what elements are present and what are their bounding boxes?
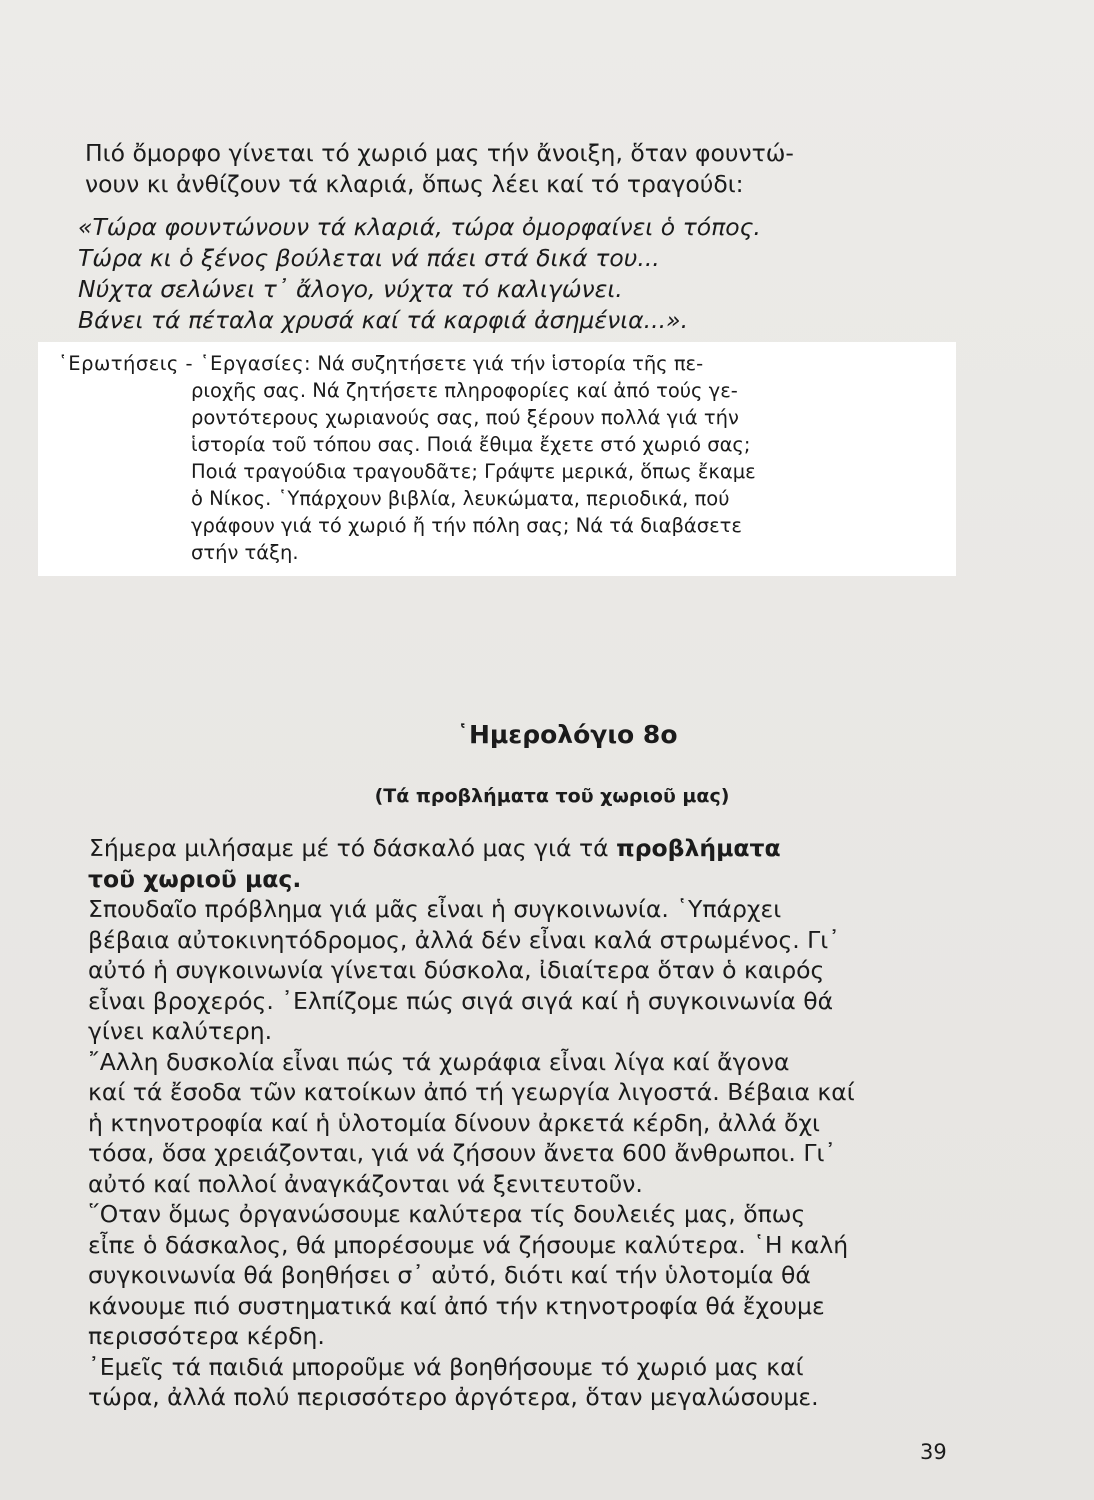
body-line-start: Σήμερα μιλήσαμε μέ τό δάσκαλό μας γιά τά [89, 834, 617, 862]
questions-line: ροντότερους χωριανούς σας, πού ξέρουν πολλά γιά τήν [191, 406, 739, 429]
questions-label: ῾Ερωτήσεις - ῾Εργασίες: [58, 352, 312, 375]
body-line: τόσα, ὅσα χρειάζονται, γιά νά ζήσουν ἄνετα 600 ἄνθρωποι. Γι᾽ [88, 1139, 837, 1167]
questions-line: ἱστορία τοῦ τόπου σας. Ποιά ἔθιμα ἔχετε στό χωριό σας; [191, 433, 751, 456]
body-line: περισσότερα κέρδη. [88, 1322, 325, 1350]
questions-line: ὁ Νίκος. ῾Υπάρχουν βιβλία, λευκώματα, περιοδικά, πού [191, 487, 730, 510]
body-line: Σπουδαῖο πρόβλημα γιά μᾶς εἶναι ἡ συγκοινωνία. ῾Υπάρχει [88, 895, 782, 923]
questions-text [58, 350, 938, 566]
diary-heading: ῾Ημερολόγιο 8ο [456, 720, 678, 749]
body-line: ῎Αλλη δυσκολία εἶναι πώς τά χωράφια εἶναι λίγα καί ἄγονα [88, 1047, 790, 1076]
diary-subheading: (Τά προβλήματα τοῦ χωριοῦ μας) [374, 785, 730, 807]
intro-line: νουν κι ἀνθίζουν τά κλαριά, ὅπως λέει καί τό τραγούδι: [85, 170, 744, 198]
body-line: εἶναι βροχερός. ᾽Ελπίζομε πώς σιγά σιγά καί ἡ συγκοινωνία θά [88, 986, 834, 1015]
body-line: αὐτό ἡ συγκοινωνία γίνεται δύσκολα, ἰδιαίτερα ὅταν ὁ καιρός [88, 956, 825, 984]
body-line: ἡ κτηνοτροφία καί ἡ ὑλοτομία δίνουν ἀρκετά κέρδη, ἀλλά ὄχι [88, 1108, 820, 1137]
questions-line: στήν τάξη. [191, 541, 299, 564]
song-quote [78, 212, 938, 336]
body-line: αὐτό καί πολλοί ἀναγκάζονται νά ξενιτευτοῦν. [88, 1169, 643, 1198]
intro-line: Πιό ὄμορφο γίνεται τό χωριό μας τήν ἄνοιξη, ὅταν φουντώ- [85, 139, 794, 167]
page-number: 39 [920, 1440, 947, 1464]
body-line: ᾽Εμεῖς τά παιδιά μποροῦμε νά βοηθήσουμε τό χωριό μας καί [88, 1352, 804, 1381]
body-line: κάνουμε πιό συστηματικά καί ἀπό τήν κτηνοτροφία θά ἔχουμε [88, 1291, 825, 1320]
song-line: Τώρα κι ὁ ξένος βούλεται νά πάει στά δικά του... [78, 244, 660, 272]
body-line: συγκοινωνία θά βοηθήσει σ᾽ αὐτό, διότι καί τήν ὑλοτομία θά [88, 1261, 811, 1289]
song-line: «Τώρα φουντώνουν τά κλαριά, τώρα ὀμορφαίνει ὁ τόπος. [78, 213, 761, 241]
questions-line: ριοχῆς σας. Νά ζητήσετε πληροφορίες καί ἀπό τούς γε- [191, 379, 738, 402]
diary-body [88, 833, 968, 1413]
body-bold-text: προβλήματα [616, 834, 781, 862]
body-line: βέβαια αὐτοκινητόδρομος, ἀλλά δέν εἶναι καλά στρωμένος. Γι᾽ [88, 925, 840, 954]
questions-line: γράφουν γιά τό χωριό ἤ τήν πόλη σας; Νά τά διαβάσετε [191, 514, 742, 537]
song-line: Νύχτα σελώνει τ᾽ ἄλογο, νύχτα τό καλιγώνει. [78, 275, 623, 303]
body-line: γίνει καλύτερη. [88, 1017, 273, 1045]
song-line: Βάνει τά πέταλα χρυσά καί τά καρφιά ἀσημένια...». [78, 306, 689, 334]
body-line: καί τά ἔσοδα τῶν κατοίκων ἀπό τή γεωργία λιγοστά. Βέβαια καί [88, 1078, 855, 1106]
questions-first-line: Νά συζητήσετε γιά τήν ἱστορία τῆς πε- [317, 352, 704, 375]
body-bold-line: τοῦ χωριοῦ μας. [88, 864, 302, 893]
intro-paragraph [85, 138, 955, 200]
body-line: τώρα, ἀλλά πολύ περισσότερο ἀργότερα, ὅταν μεγαλώσουμε. [88, 1383, 819, 1411]
body-line: ῞Οταν ὅμως ὀργανώσουμε καλύτερα τίς δουλειές μας, ὅπως [88, 1200, 806, 1228]
body-line: εἶπε ὁ δάσκαλος, θά μπορέσουμε νά ζήσουμε καλύτερα. ῾Η καλή [88, 1230, 849, 1259]
questions-line: Ποιά τραγούδια τραγουδᾶτε; Γράψτε μερικά, ὅπως ἔκαμε [191, 460, 756, 483]
